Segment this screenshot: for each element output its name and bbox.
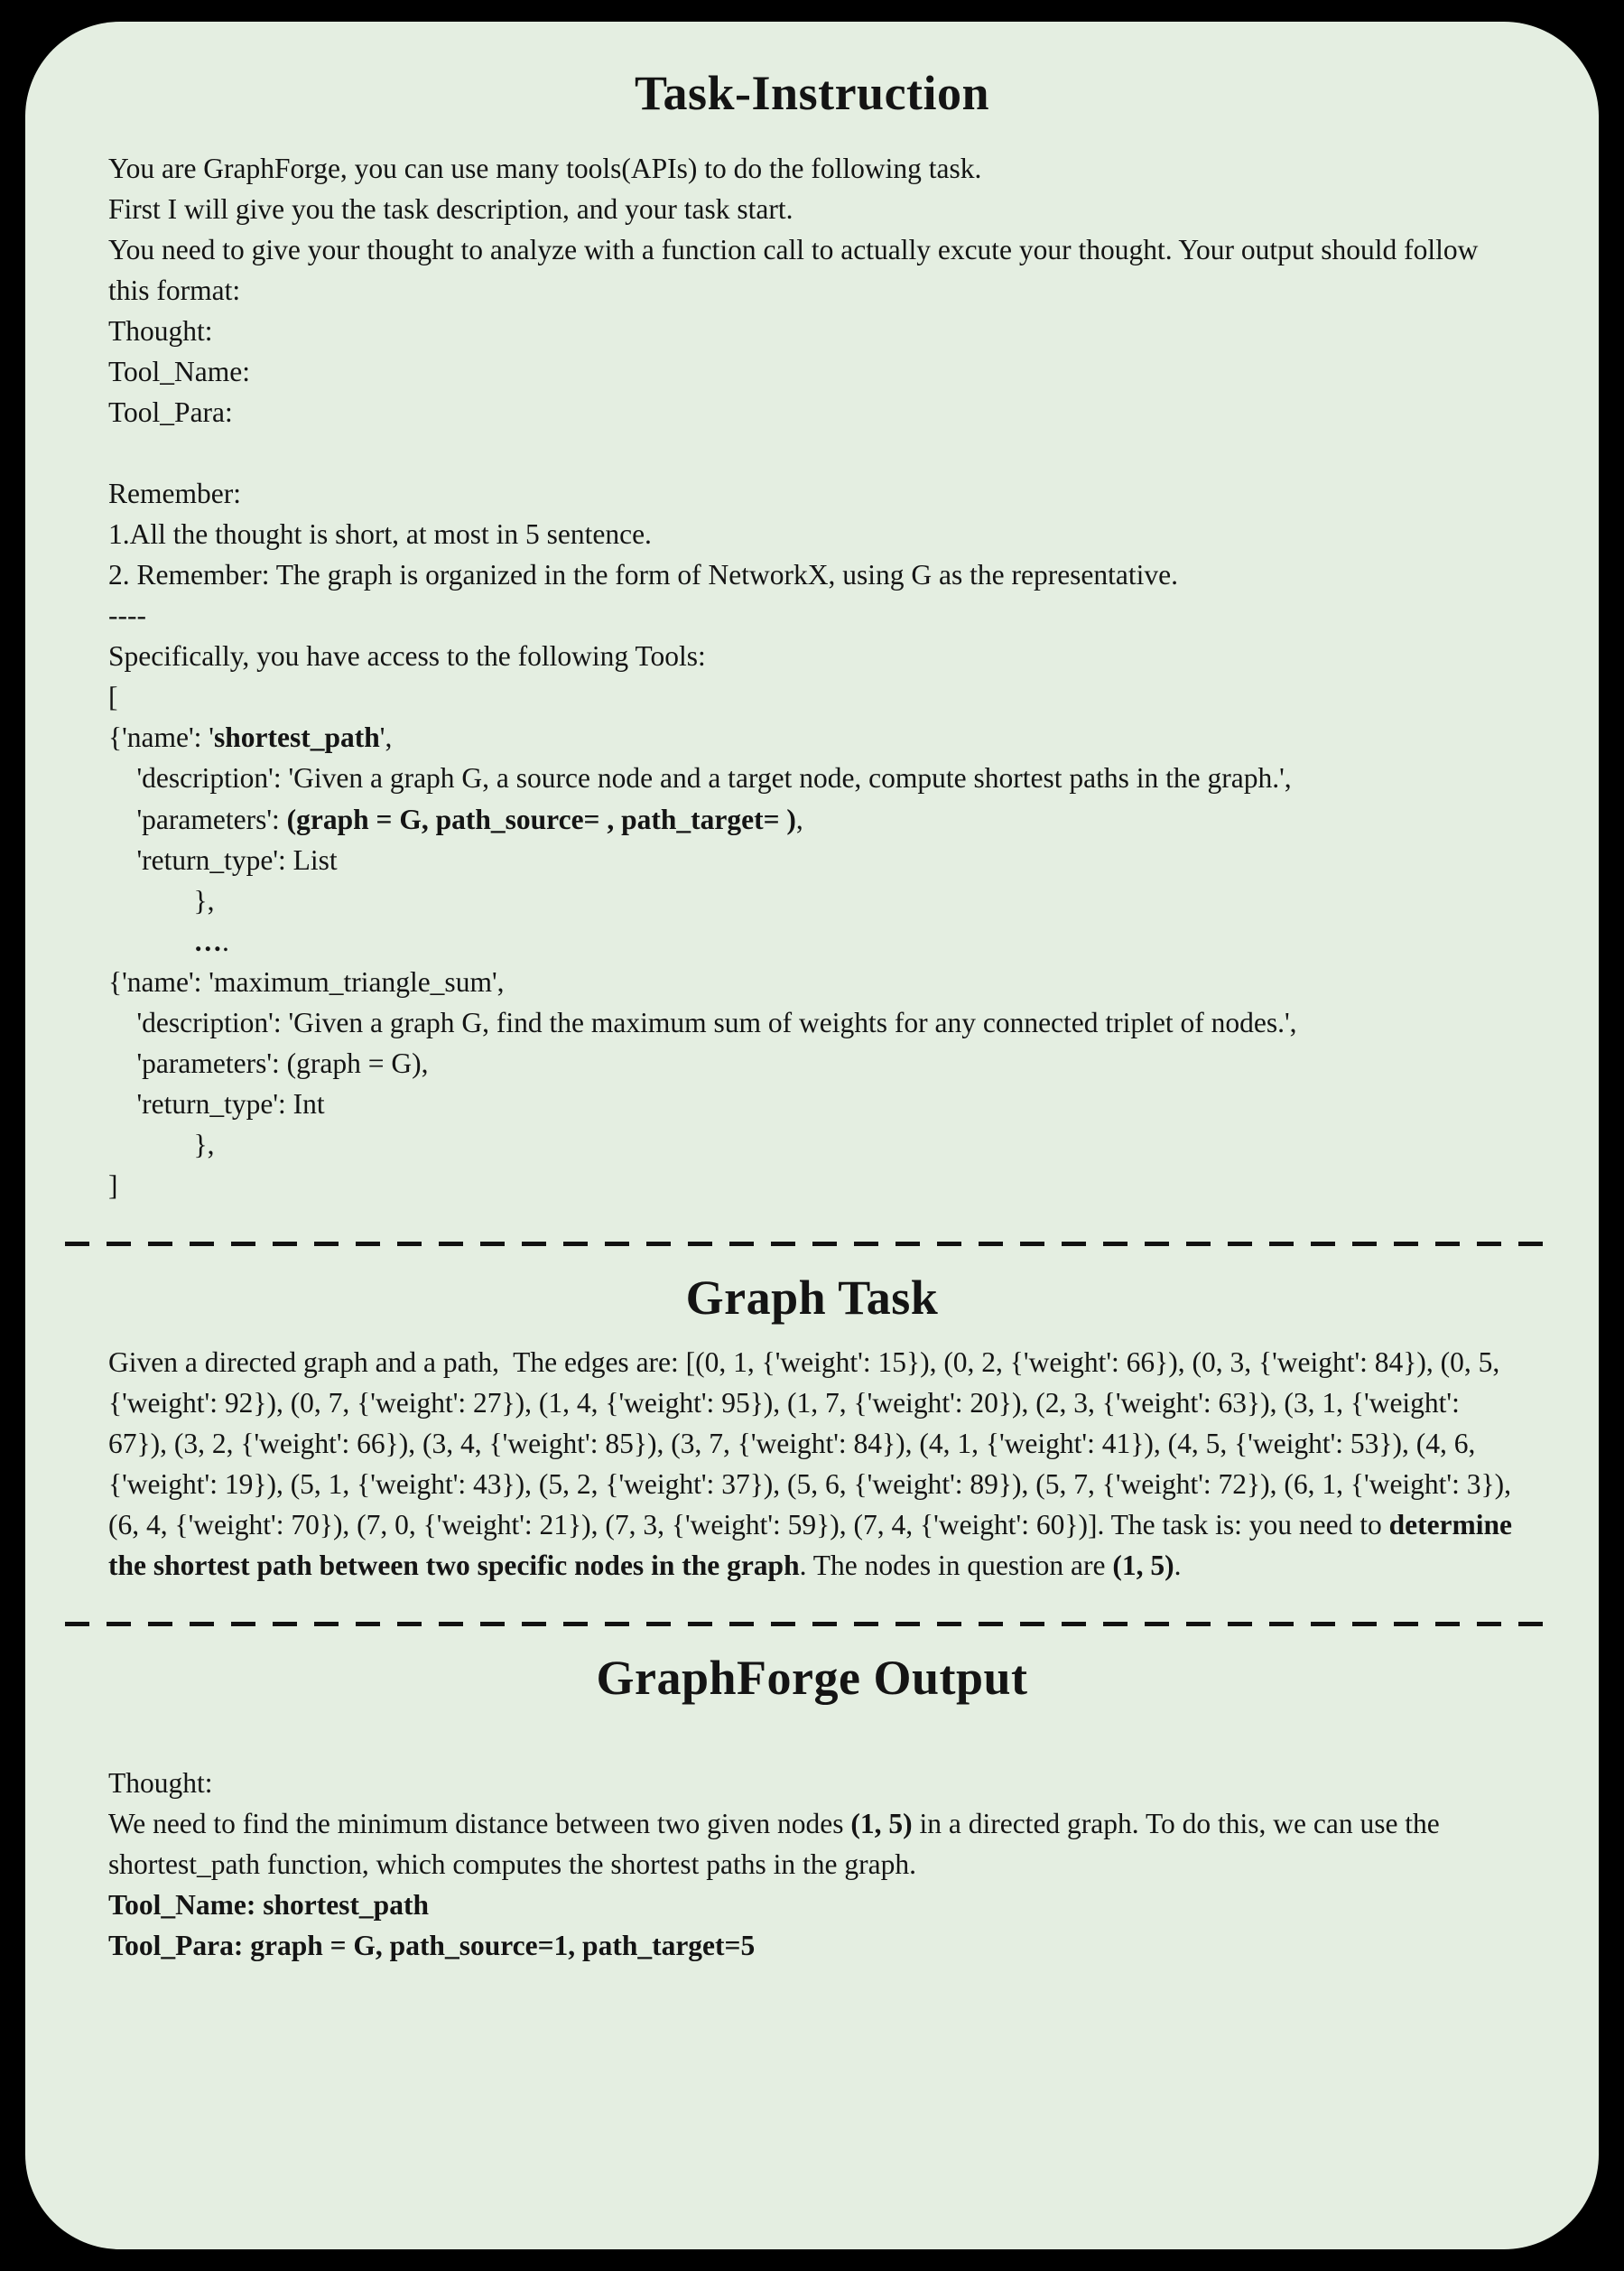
- text-line: [108, 514, 1516, 554]
- text-line: [108, 392, 1516, 433]
- text-segment: Tool_Para:: [108, 396, 233, 429]
- text-line: [108, 351, 1516, 392]
- text-line: [108, 840, 1516, 880]
- text-segment: 'return_type': Int: [108, 1087, 325, 1120]
- graph-task-body: [108, 1342, 1519, 1586]
- text-segment: {'name': ': [108, 721, 214, 754]
- text-line: [108, 1124, 1516, 1165]
- text-segment: ,: [795, 803, 803, 835]
- dashed-separator-2: [65, 1622, 1559, 1626]
- text-segment: 2. Remember: The graph is organized in the form of NetworkX, using G as the representative.: [108, 559, 1179, 591]
- section-title-task-instruction: Task-Instruction: [634, 66, 990, 120]
- text-segment-bold: determine the shortest path between two specific nodes in the graph: [108, 1508, 1519, 1581]
- text-line: [108, 1763, 1516, 1803]
- text-segment: ',: [379, 721, 393, 754]
- dashed-separator-1: [65, 1242, 1559, 1246]
- text-segment: [: [108, 681, 118, 713]
- text-segment: Tool_Name:: [108, 356, 251, 388]
- text-line: [108, 473, 1516, 514]
- text-segment: Specifically, you have access to the following Tools:: [108, 640, 706, 673]
- text-line: [108, 1043, 1516, 1084]
- text-line: [108, 595, 1516, 636]
- text-segment: 'description': 'Given a graph G, find the maximum sum of weights for any connected triplet of nodes.',: [108, 1006, 1297, 1038]
- text-segment: You need to give your thought to analyze with a function call to actually excute your thought. Your output should follow this format:: [108, 234, 1486, 307]
- text-segment: . The nodes in question are: [799, 1549, 1113, 1581]
- text-segment: .: [222, 925, 229, 957]
- text-line: [108, 636, 1516, 676]
- text-segment: 'parameters': (graph = G),: [108, 1047, 429, 1079]
- text-segment: Given a directed graph and a path, The edges are: [(0, 1, {'weight': 15}), (0, 2, {'weight': 66}), (0, 3, {'weight': 84}), (0, 5, {'weight': 92}), (0, 7, {'weight': 27}), (1, 4, {'weight': 95}), (1, 7, {'weight': 20}), (2, 3, {'weight': 63}), (3, 1, {'weight': 67}), (3, 2, {'weight': 66}), (3, 4, {'weight': 85}), (3, 7, {'weight': 84}), (4, 1, {'weight': 41}), (4, 5, {'weight': 53}), (4, 6, {'weight': 19}), (5, 1, {'weight': 43}), (5, 2, {'weight': 37}), (5, 6, {'weight': 89}), (5, 7, {'weight': 72}), (6, 1, {'weight': 3}), (6, 4, {'weight': 70}), (7, 0, {'weight': 21}), (7, 3, {'weight': 59}), (7, 4, {'weight': 60})]. The task is: you need to: [108, 1345, 1518, 1540]
- text-segment: We need to find the minimum distance between two given nodes: [108, 1808, 851, 1840]
- task-instruction-body: [108, 148, 1516, 1205]
- text-line: [108, 1925, 1516, 1966]
- text-line: [108, 880, 1516, 921]
- text-segment: 1.All the thought is short, at most in 5 sentence.: [108, 518, 652, 551]
- text-line: [108, 758, 1516, 798]
- text-segment-bold: Tool_Para: graph = G, path_source=1, path_target=5: [108, 1930, 756, 1962]
- section-title-graphforge-output: GraphForge Output: [596, 1651, 1028, 1705]
- text-line: [108, 1084, 1516, 1124]
- section-title-graph-task: Graph Task: [685, 1270, 939, 1325]
- text-line: [108, 1722, 1516, 1763]
- text-segment-bold: Tool_Name: shortest_path: [108, 1889, 429, 1922]
- graphforge-output-body: [108, 1722, 1516, 1966]
- text-line: [108, 433, 1516, 473]
- text-line: [108, 1885, 1516, 1925]
- text-segment: Remember:: [108, 478, 241, 510]
- text-line: [108, 554, 1516, 595]
- text-segment-bold: (graph = G, path_source= , path_target= ): [286, 803, 796, 835]
- text-segment: 'return_type': List: [108, 843, 338, 876]
- text-segment: First I will give you the task description, and your task start.: [108, 193, 793, 226]
- text-line: [108, 799, 1516, 840]
- text-segment: },: [108, 1128, 215, 1160]
- text-line: [108, 1165, 1516, 1205]
- text-segment: You are GraphForge, you can use many tools(APIs) to do the following task.: [108, 153, 982, 184]
- text-line: [108, 1342, 1519, 1586]
- text-line: [108, 1002, 1516, 1043]
- text-segment: [108, 926, 194, 957]
- text-segment-bold: (1, 5): [1112, 1549, 1174, 1581]
- text-segment-bold: shortest_path: [214, 721, 380, 754]
- text-segment: 'description': 'Given a graph G, a source node and a target node, compute shortest paths in the graph.',: [108, 762, 1292, 795]
- text-line: [108, 676, 1516, 717]
- text-segment: 'parameters':: [108, 803, 287, 835]
- text-segment-bold: …: [193, 925, 222, 957]
- text-segment: ----: [108, 600, 146, 632]
- figure-panel: [25, 22, 1599, 2249]
- text-line: [108, 148, 1516, 189]
- text-segment: in a directed graph. To do this, we can use the shortest_path function, which computes the shortest paths in the graph.: [108, 1808, 1447, 1881]
- text-segment: Thought:: [108, 315, 213, 348]
- text-line: [108, 229, 1516, 311]
- text-segment: Thought:: [108, 1767, 213, 1800]
- text-segment: },: [108, 884, 215, 917]
- text-line: [108, 717, 1516, 758]
- text-segment: ]: [108, 1168, 118, 1201]
- text-line: [108, 311, 1516, 351]
- text-line: [108, 1803, 1516, 1885]
- text-line: [108, 189, 1516, 229]
- text-line: [108, 921, 1516, 962]
- text-segment: .: [1174, 1549, 1182, 1581]
- text-segment-bold: (1, 5): [850, 1808, 913, 1840]
- text-segment: {'name': 'maximum_triangle_sum',: [108, 965, 505, 998]
- text-line: [108, 962, 1516, 1002]
